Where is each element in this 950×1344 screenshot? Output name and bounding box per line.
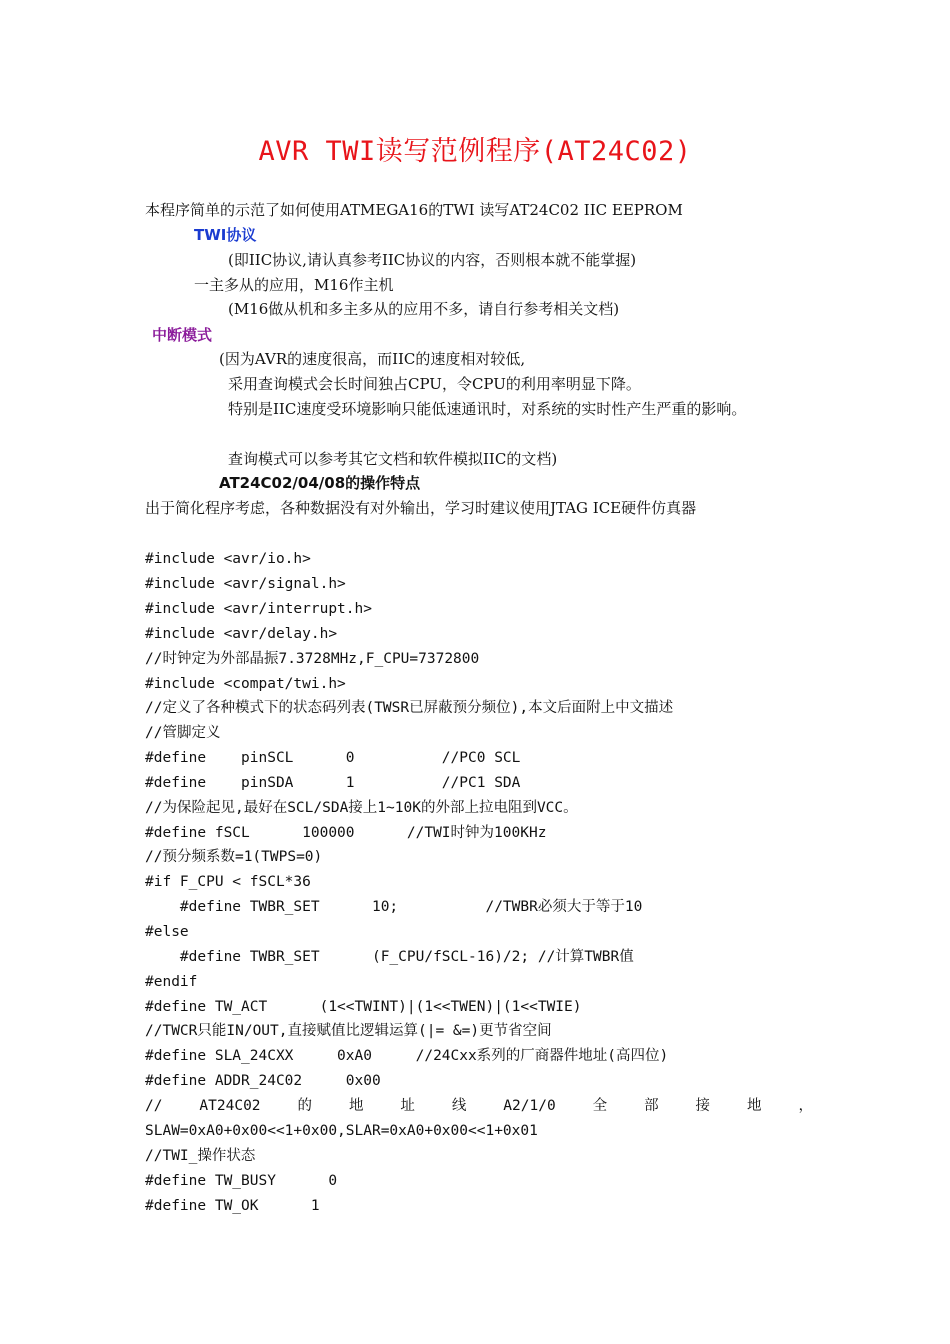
code-line: #include <avr/interrupt.h> [145, 601, 372, 617]
code-token: 地 [747, 1098, 762, 1114]
code-token: // [145, 1098, 163, 1114]
master-slave-line: 一主多从的应用，M16作主机 [194, 276, 394, 294]
interrupt-text-1: (因为AVR的速度很高，而IIC的速度相对较低, [219, 350, 526, 368]
code-comment: //时钟定为外部晶振7.3728MHz,F_CPU=7372800 [145, 651, 480, 667]
document-title: AVR TWI读写范例程序(AT24C02) [258, 136, 692, 167]
code-comment: //TWCR只能IN/OUT,直接赋值比逻辑运算(|= &=)更节省空间 [145, 1023, 552, 1039]
code-line: #define SLA_24CXX 0xA0 //24Cxx系列的厂商器件地址(高四位) [145, 1048, 669, 1064]
code-token: ， [798, 1098, 813, 1114]
code-line: #define TW_ACT (1<<TWINT)|(1<<TWEN)|(1<<TWIE) [145, 999, 582, 1015]
code-token: 全 [592, 1098, 608, 1114]
interrupt-text-3: 特别是IIC速度受环境影响只能低速通讯时，对系统的实时性产生严重的影响。 [228, 400, 747, 418]
code-comment: //TWI_操作状态 [145, 1148, 256, 1164]
code-line: #define pinSCL 0 //PC0 SCL [145, 750, 521, 766]
code-token: 地 [348, 1098, 364, 1114]
twi-protocol-heading: TWI协议 [194, 226, 257, 244]
code-line: #include <avr/io.h> [145, 551, 311, 567]
code-line: #define ADDR_24C02 0x00 [145, 1073, 381, 1089]
code-line: #define TWBR_SET 10; //TWBR必须大于等于10 [145, 899, 643, 915]
code-line: #else [145, 924, 189, 940]
code-line: #include <compat/twi.h> [145, 676, 346, 692]
master-slave-note: (M16做从机和多主多从的应用不多，请自行参考相关文档) [228, 300, 620, 318]
code-line: #define TW_OK 1 [145, 1198, 320, 1214]
intro-line: 本程序简单的示范了如何使用ATMEGA16的TWI 读写AT24C02 IIC EEPROM [145, 201, 683, 219]
code-token: 址 [400, 1098, 415, 1114]
code-comment: //管脚定义 [145, 725, 221, 741]
interrupt-text-2: 采用查询模式会长时间独占CPU，令CPU的利用率明显下降。 [228, 375, 641, 393]
at24-features-heading: AT24C02/04/08的操作特点 [219, 474, 421, 492]
code-line: #endif [145, 974, 198, 990]
code-comment-justified [145, 1095, 813, 1117]
code-token: 接 [695, 1098, 711, 1114]
code-token: 部 [644, 1098, 659, 1114]
code-line: #include <avr/delay.h> [145, 626, 338, 642]
twi-protocol-note: (即IIC协议,请认真参考IIC协议的内容，否则根本就不能掌握) [228, 251, 637, 269]
code-line: #define TWBR_SET (F_CPU/fSCL-16)/2; //计算TWBR值 [145, 949, 634, 965]
code-token: A2/1/0 [503, 1098, 556, 1114]
code-token: 线 [451, 1098, 467, 1114]
code-token: AT24C02 [199, 1098, 261, 1114]
interrupt-text-4: 查询模式可以参考其它文档和软件模拟IIC的文档) [228, 450, 558, 468]
code-line: #define pinSDA 1 //PC1 SDA [145, 775, 521, 791]
code-comment: //定义了各种模式下的状态码列表(TWSR已屏蔽预分频位),本文后面附上中文描述 [145, 700, 674, 716]
code-line: #define fSCL 100000 //TWI时钟为100KHz [145, 825, 547, 841]
code-line: #include <avr/signal.h> [145, 576, 346, 592]
code-comment: //为保险起见,最好在SCL/SDA接上1~10K的外部上拉电阻到VCC。 [145, 800, 578, 816]
code-comment: //预分频系数=1(TWPS=0) [145, 849, 323, 865]
code-line: #define TW_BUSY 0 [145, 1173, 338, 1189]
code-line: SLAW=0xA0+0x00<<1+0x00,SLAR=0xA0+0x00<<1+0x01 [145, 1123, 538, 1139]
code-line: #if F_CPU < fSCL*36 [145, 874, 311, 890]
interrupt-mode-heading: 中断模式 [152, 326, 213, 344]
simplification-note: 出于简化程序考虑，各种数据没有对外输出，学习时建议使用JTAG ICE硬件仿真器 [145, 499, 697, 517]
code-token: 的 [297, 1098, 312, 1114]
